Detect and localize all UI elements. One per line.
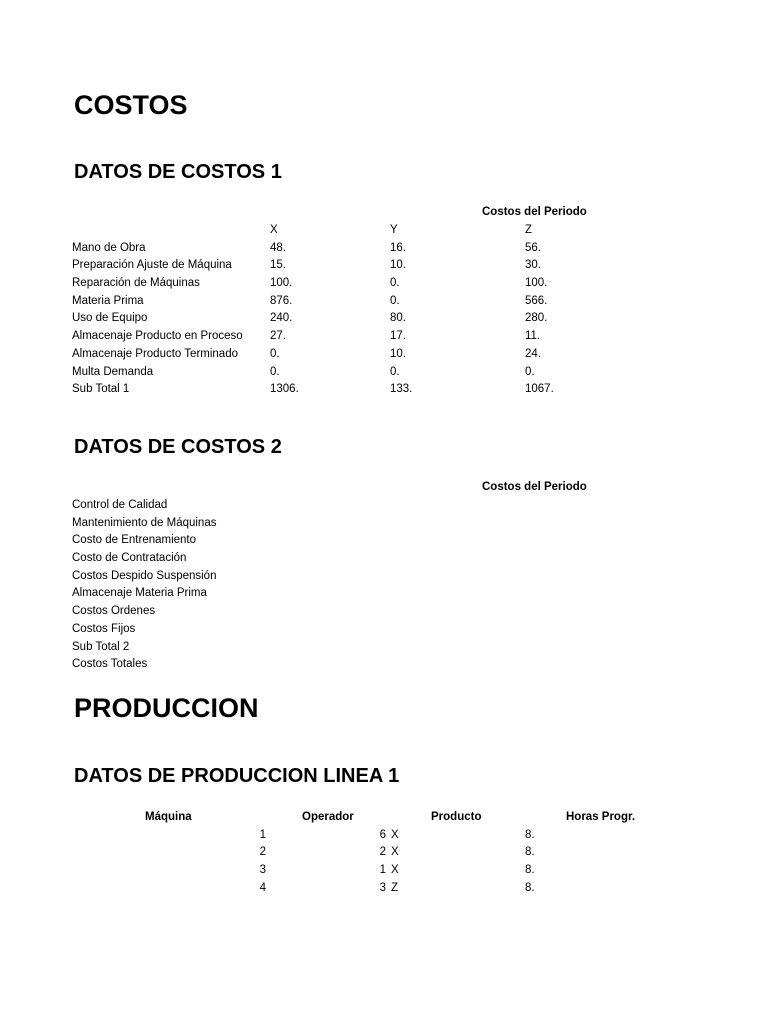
cell-z: 0. bbox=[525, 365, 535, 378]
cell-operador: 3 bbox=[379, 881, 386, 894]
cell-operador: 6 bbox=[379, 828, 386, 841]
cell-producto: Z bbox=[391, 881, 399, 894]
cell-x: 15. bbox=[270, 259, 286, 272]
list-item bbox=[0, 603, 768, 621]
cell-y: 16. bbox=[390, 241, 406, 254]
produccion1-table bbox=[0, 809, 768, 897]
cell-horas-progr: 8. bbox=[525, 846, 535, 859]
cell-x: 100. bbox=[270, 277, 293, 290]
cell-horas-progr: 8. bbox=[525, 828, 535, 841]
cell-y: 80. bbox=[390, 312, 406, 325]
row-label: Sub Total 1 bbox=[72, 383, 130, 396]
row-label: Mantenimiento de Máquinas bbox=[72, 516, 217, 529]
row-label: Multa Demanda bbox=[72, 365, 154, 378]
table-row bbox=[0, 310, 768, 328]
table-row bbox=[0, 364, 768, 382]
costos2-list bbox=[0, 497, 768, 674]
cell-producto: X bbox=[391, 828, 399, 841]
produccion1-title: DATOS DE PRODUCCION LINEA 1 bbox=[74, 765, 400, 787]
costos1-title: DATOS DE COSTOS 1 bbox=[74, 161, 282, 183]
column-header-x: X bbox=[270, 224, 278, 236]
cell-x: 0. bbox=[270, 365, 280, 378]
cell-z: 566. bbox=[525, 294, 548, 307]
row-label: Sub Total 2 bbox=[72, 640, 130, 653]
table-row bbox=[0, 862, 768, 880]
row-label: Costos Despido Suspensión bbox=[72, 569, 217, 582]
column-header-y: Y bbox=[390, 224, 398, 236]
list-item bbox=[0, 550, 768, 568]
table-row bbox=[0, 328, 768, 346]
cell-y: 0. bbox=[390, 277, 400, 290]
cell-y: 0. bbox=[390, 294, 400, 307]
table-row bbox=[0, 240, 768, 258]
section-title-costos: COSTOS bbox=[74, 90, 188, 120]
cell-x: 27. bbox=[270, 330, 286, 343]
row-label: Mano de Obra bbox=[72, 241, 146, 254]
produccion1-header-row bbox=[0, 809, 768, 827]
row-label: Costo de Entrenamiento bbox=[72, 534, 197, 547]
column-header-z: Z bbox=[525, 224, 533, 236]
cell-operador: 2 bbox=[379, 846, 386, 859]
table-row bbox=[0, 381, 768, 399]
cell-z: 100. bbox=[525, 277, 548, 290]
cell-producto: X bbox=[391, 846, 399, 859]
row-label: Almacenaje Materia Prima bbox=[72, 587, 207, 600]
cell-x: 876. bbox=[270, 294, 293, 307]
row-label: Costos Fijos bbox=[72, 622, 136, 635]
costos1-column-header-row bbox=[0, 222, 768, 240]
cell-operador: 1 bbox=[379, 864, 386, 877]
list-item bbox=[0, 568, 768, 586]
costos2-title: DATOS DE COSTOS 2 bbox=[74, 436, 282, 458]
cell-y: 17. bbox=[390, 330, 406, 343]
header-operador: Operador bbox=[302, 811, 354, 823]
row-label: Materia Prima bbox=[72, 294, 144, 307]
row-label: Preparación Ajuste de Máquina bbox=[72, 259, 232, 272]
cell-x: 1306. bbox=[270, 383, 299, 396]
costos1-table bbox=[0, 222, 768, 399]
row-label: Control de Calidad bbox=[72, 499, 168, 511]
row-label: Costo de Contratación bbox=[72, 552, 187, 565]
costos1-period-header: Costos del Periodo bbox=[482, 206, 587, 218]
table-row bbox=[0, 275, 768, 293]
row-label: Almacenaje Producto Terminado bbox=[72, 347, 238, 360]
costos2-period-header: Costos del Periodo bbox=[482, 481, 587, 493]
header-maquina: Máquina bbox=[145, 811, 192, 823]
cell-horas-progr: 8. bbox=[525, 864, 535, 877]
cell-maquina: 1 bbox=[259, 828, 266, 841]
list-item bbox=[0, 621, 768, 639]
section-title-produccion: PRODUCCION bbox=[74, 693, 259, 723]
row-label: Uso de Equipo bbox=[72, 312, 148, 325]
cell-z: 30. bbox=[525, 259, 541, 272]
list-item bbox=[0, 497, 768, 515]
table-row bbox=[0, 293, 768, 311]
table-row bbox=[0, 880, 768, 898]
cell-producto: X bbox=[391, 864, 399, 877]
header-producto: Producto bbox=[431, 811, 482, 823]
cell-z: 280. bbox=[525, 312, 548, 325]
list-item bbox=[0, 585, 768, 603]
cell-maquina: 3 bbox=[259, 864, 266, 877]
cell-x: 0. bbox=[270, 347, 280, 360]
cell-y: 10. bbox=[390, 259, 406, 272]
list-item bbox=[0, 532, 768, 550]
row-label: Reparación de Máquinas bbox=[72, 277, 200, 290]
header-horas-progr: Horas Progr. bbox=[566, 811, 636, 823]
cell-z: 24. bbox=[525, 347, 541, 360]
list-item bbox=[0, 639, 768, 657]
cell-maquina: 2 bbox=[259, 846, 266, 859]
cell-y: 0. bbox=[390, 365, 400, 378]
table-row bbox=[0, 346, 768, 364]
row-label: Almacenaje Producto en Proceso bbox=[72, 330, 243, 343]
cell-horas-progr: 8. bbox=[525, 881, 535, 894]
cell-x: 48. bbox=[270, 241, 286, 254]
list-item bbox=[0, 515, 768, 533]
table-row bbox=[0, 844, 768, 862]
table-row bbox=[0, 257, 768, 275]
row-label: Costos Ordenes bbox=[72, 605, 156, 618]
cell-z: 1067. bbox=[525, 383, 554, 396]
table-row bbox=[0, 827, 768, 845]
row-label: Costos Totales bbox=[72, 658, 148, 671]
cell-y: 10. bbox=[390, 347, 406, 360]
list-item bbox=[0, 656, 768, 674]
cell-z: 56. bbox=[525, 241, 541, 254]
cell-maquina: 4 bbox=[259, 881, 266, 894]
cell-y: 133. bbox=[390, 383, 413, 396]
cell-x: 240. bbox=[270, 312, 293, 325]
cell-z: 11. bbox=[525, 330, 541, 343]
